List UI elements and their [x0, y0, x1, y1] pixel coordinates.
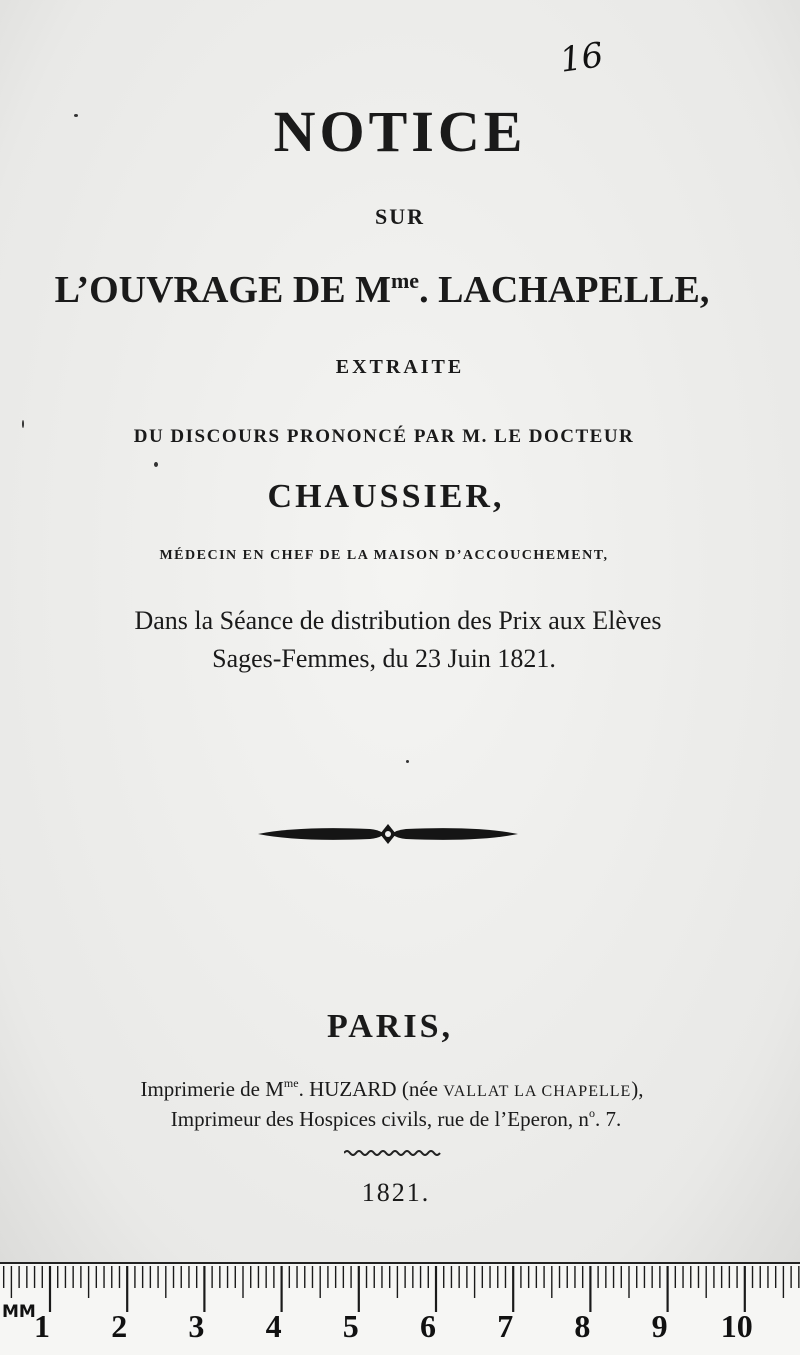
imprint-text: Imprimerie de M	[140, 1077, 284, 1101]
ruler-number: 10	[720, 1308, 753, 1344]
imprint-superscript: me	[283, 1076, 299, 1090]
discours-line: DU DISCOURS PRONONCÉ PAR M. LE DOCTEUR	[133, 426, 635, 447]
imprint-line-1	[0, 1076, 792, 1102]
imprint-text: ),	[631, 1077, 644, 1101]
ruler-number: 2	[111, 1308, 128, 1344]
ruler-number: 4	[265, 1308, 282, 1344]
author-name: CHAUSSIER,	[267, 478, 505, 515]
imprint-text: . 7.	[594, 1107, 622, 1131]
publication-year: 1821.	[361, 1178, 431, 1207]
ruler-number: 8	[574, 1308, 591, 1344]
imprint-superscript: o	[588, 1106, 595, 1120]
work-title-superscript: me	[390, 268, 420, 293]
work-title	[0, 268, 782, 312]
paper-speck	[22, 420, 24, 428]
ruler-number: 5	[342, 1308, 359, 1344]
session-line-1: Dans la Séance de distribution des Prix aux Elèves	[134, 606, 662, 635]
session-line-2: Sages-Femmes, du 23 Juin 1821.	[212, 644, 556, 673]
imprint-city: PARIS,	[327, 1008, 453, 1045]
extraite-label: EXTRAITE	[335, 356, 465, 378]
imprint-line-2	[0, 1106, 796, 1132]
paper-speck	[406, 760, 409, 763]
author-role: MÉDECIN EN CHEF DE LA MAISON D’ACCOUCHEMENT,	[159, 548, 609, 563]
imprint-small-caps: VALLAT LA CHAPELLE	[443, 1083, 632, 1100]
ruler-number: 7	[497, 1308, 514, 1344]
ruler-number: 3	[188, 1308, 205, 1344]
work-title-part: . LACHAPELLE,	[419, 269, 710, 311]
paper-speck	[154, 462, 158, 467]
ruler-unit-label: MM	[2, 1302, 36, 1322]
printer-ornament-icon	[258, 820, 518, 848]
title: NOTICE	[273, 99, 527, 164]
ruler-number: 1	[34, 1308, 50, 1344]
measurement-ruler	[0, 1262, 800, 1355]
handwritten-folio-number: 16	[557, 35, 606, 81]
decorative-rule-icon	[344, 1148, 444, 1158]
imprint-text: Imprimeur des Hospices civils, rue de l’Eperon, n	[170, 1107, 589, 1131]
imprint-text: . HUZARD (née	[298, 1077, 444, 1101]
work-title-part: L’OUVRAGE DE M	[54, 269, 391, 311]
ruler-number: 6	[420, 1308, 436, 1344]
ruler-number: 9	[651, 1308, 668, 1344]
paper-speck	[74, 114, 78, 117]
title-preposition: SUR	[374, 204, 425, 229]
